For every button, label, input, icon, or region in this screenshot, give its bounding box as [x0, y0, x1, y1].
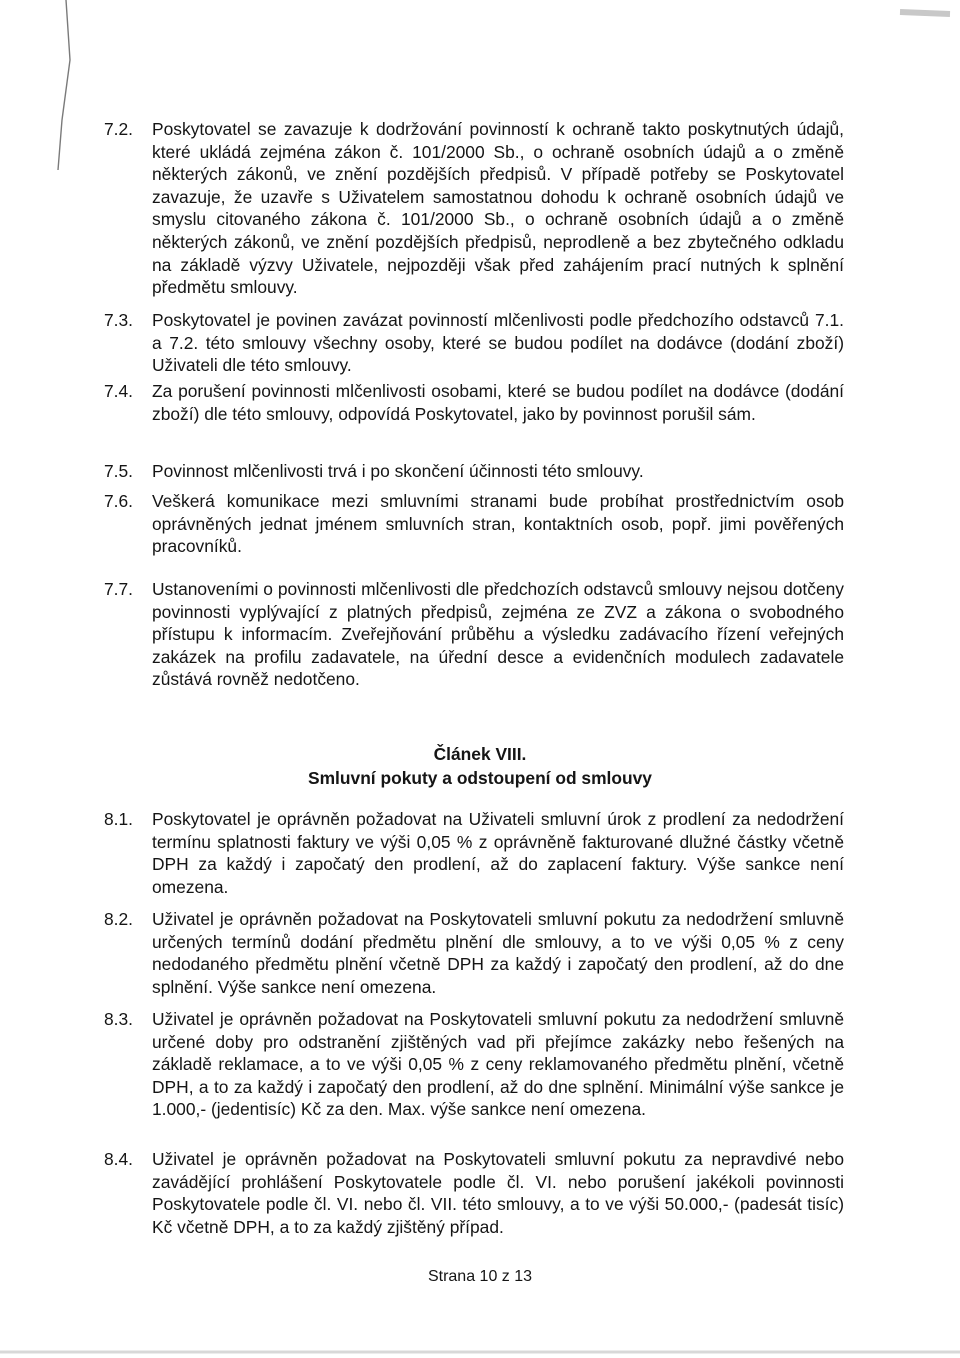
clause-text: Uživatel je oprávněn požadovat na Poskytovateli smluvní pokutu za nedodržení smluvně určených termínů dodání předmětu plnění dle smlouvy, a to ve výši 0,05 % z ceny nedodaného předmětu plnění včetně DPH za každý i započatý den prodlení, až do dne splnění. Výše sankce není omezena. [152, 909, 844, 997]
clause-number: 7.7. [104, 579, 134, 599]
clause-number: 8.3. [104, 1009, 134, 1029]
clause-text: Uživatel je oprávněn požadovat na Poskytovateli smluvní pokutu za nepravdivé nebo zavádějící prohlášení Poskytovatele podle čl. VI. nebo porušení jakékoli povinnosti Poskytovatele podle čl. VI. nebo čl. VII. této smlouvy, a to ve výši 50.000,- (padesát tisíc) Kč včetně DPH, a to za každý zjištěný případ. [152, 1149, 844, 1237]
clause-text: Uživatel je oprávněn požadovat na Poskytovateli smluvní pokutu za nedodržení smluvně určené doby pro odstranění zjištěných vad při přejímce zakázky nebo řešených na základě reklamace, a to ve výši 0,05 % z ceny reklamovaného předmětu plnění, včetně DPH, a to za každý i započatý den prodlení, až do dne splnění. Minimální výše sankce je 1.000,- (jedentisíc) Kč za den. Max. výše sankce není omezena. [152, 1009, 844, 1120]
clause-8-2 [104, 908, 844, 998]
clause-text: Povinnost mlčenlivosti trvá i po skončení účinnosti této smlouvy. [152, 461, 644, 481]
clause-number: 7.4. [104, 381, 134, 401]
clause-number: 8.4. [104, 1149, 134, 1169]
clause-text: Za porušení povinnosti mlčenlivosti osobami, které se budou podílet na dodávce (dodání zboží) dle této smlouvy, odpovídá Poskytovatel, jako by povinnost porušil sám. [152, 381, 844, 424]
clause-8-1 [104, 808, 844, 898]
clause-text: Poskytovatel se zavazuje k dodržování povinností k ochraně takto poskytnutých údajů, které ukládá zejména zákon č. 101/2000 Sb., o ochraně osobních údajů a o změně některých zákonů, ve znění pozdějších předpisů. V případě potřeby se Poskytovatel zavazuje, že uzavře s Uživatelem samostatnou dohodu k ochraně osobních údajů ve smyslu citovaného zákona č. 101/2000 Sb., o ochraně osobních údajů a o změně některých zákonů, ve znění pozdějších předpisů, neprodleně a bez zbytečného odkladu na základě výzvy Uživatele, nejpozději však před zahájením prací nutných k splnění předmětu smlouvy. [152, 119, 844, 298]
clause-number: 7.6. [104, 491, 134, 511]
clause-8-3 [104, 1008, 844, 1121]
clause-number: 8.1. [104, 809, 134, 829]
clause-text: Ustanoveními o povinnosti mlčenlivosti dle předchozích odstavců smlouvy nejsou dotčeny povinnosti vyplývající z platných předpisů, zejména ze ZVZ a zákona o svobodného přístupu k informacím. Zveřejňování průběhu a výsledku zadávacího řízení veřejných zakázek na profilu zadavatele, na úřední desce a evidenčních modulech zadavatele zůstává rovněž nedotčeno. [152, 579, 844, 690]
clause-number: 8.2. [104, 909, 134, 929]
clause-7-4 [104, 380, 844, 425]
clause-7-3 [104, 309, 844, 377]
clause-7-5 [104, 460, 844, 483]
clause-number: 7.2. [104, 119, 134, 139]
clause-8-4 [104, 1148, 844, 1238]
clause-text: Poskytovatel je povinen zavázat povinností mlčenlivosti podle předchozího odstavců 7.1. a 7.2. této smlouvy všechny osoby, které se budou podílet na dodávce (dodání zboží) Uživateli dle této smlouvy. [152, 310, 844, 376]
clause-7-2 [104, 118, 844, 299]
clause-number: 7.5. [104, 461, 134, 481]
clause-text: Veškerá komunikace mezi smluvními stranami bude probíhat prostřednictvím osob oprávněných jednat jménem smluvních stran, kontaktních osob, popř. jimi pověřených pracovníků. [152, 491, 844, 557]
clause-text: Poskytovatel je oprávněn požadovat na Uživateli smluvní úrok z prodlení za nedodržení termínu splatnosti faktury ve výši 0,05 % z oprávněně fakturované dlužné částky včetně DPH za každý i započatý den prodlení, až do zaplacení faktury. Výše sankce není omezena. [152, 809, 844, 897]
article-title: Smluvní pokuty a odstoupení od smlouvy [308, 768, 652, 788]
clause-7-6 [104, 490, 844, 558]
article-number: Článek VIII. [433, 744, 527, 764]
page-number: Strana 10 z 13 [427, 1268, 533, 1285]
clause-7-7 [104, 578, 844, 691]
clause-number: 7.3. [104, 310, 134, 330]
